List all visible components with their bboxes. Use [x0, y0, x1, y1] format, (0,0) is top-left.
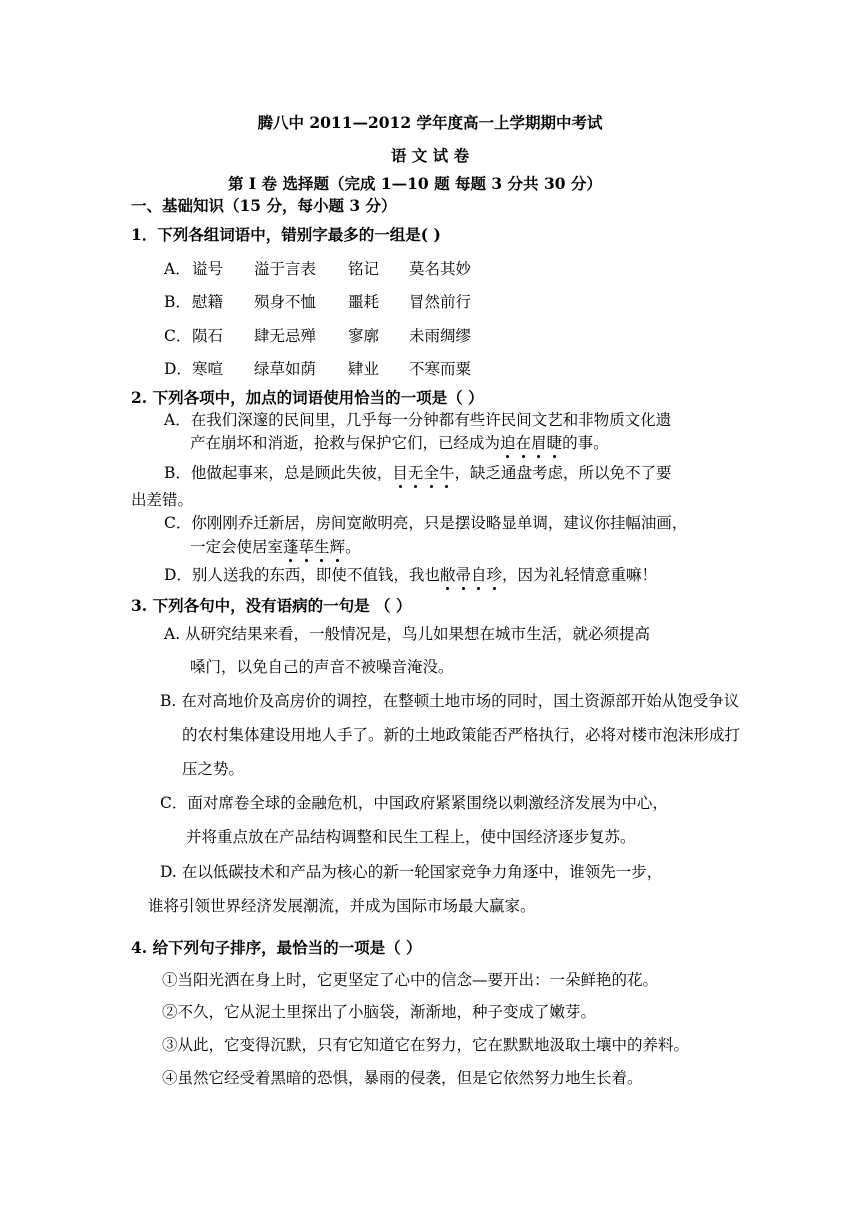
q4-sentence-4: ④虽然它经受着黑暗的恐惧，暴雨的侵袭，但是它依然努力地生长着。 — [162, 1069, 643, 1087]
question-2-stem: 2. 下列各项中，加点的词语使用恰当的一项是（ ） — [131, 388, 484, 407]
option-word: 肆无忌殚 — [254, 327, 317, 345]
option-word: 慰籍 — [192, 293, 224, 311]
option-label: B． — [164, 293, 191, 311]
q1-option-b — [164, 292, 471, 312]
q3-option-a-line2: 嗓门，以免自己的声音不被噪音淹没。 — [190, 658, 454, 676]
question-4-stem: 4. 给下列句子排序，最恰当的一项是（ ） — [131, 938, 422, 957]
text: D．别人送我的东西，即使不值钱，我也 — [164, 566, 440, 584]
option-word: 陨石 — [192, 327, 224, 345]
dotted-char: 牛 — [438, 464, 455, 482]
q3-option-b-line2: 的农村集体建设用地人手了。新的土地政策能否严格执行，必将对楼市泡沫形成打 — [182, 726, 741, 744]
option-word: 莫名其妙 — [409, 260, 472, 278]
option-word: 谥号 — [192, 260, 224, 278]
q4-sentence-1: ①当阳光洒在身上时，它更坚定了心中的信念—要开出：一朵鲜艳的花。 — [162, 971, 659, 989]
option-word: 肄业 — [348, 360, 380, 378]
option-word: 铭记 — [348, 260, 380, 278]
text: B．他做起事来，总是顾此失彼， — [164, 464, 393, 482]
dotted-char: 荜 — [298, 538, 315, 556]
question-1-stem: 1．下列各组词语中，错别字最多的一组是( ) — [131, 225, 441, 244]
dotted-char: 辉 — [329, 538, 346, 556]
q4-sentence-3: ③从此，它变得沉默，只有它知道它在努力，它在默默地汲取土壤中的养料。 — [162, 1036, 690, 1054]
q3-option-b-line1: B. 在对高地价及高房价的调控，在整顿土地市场的同时，国土资源部开始从饱受争议 — [160, 692, 740, 710]
section-heading: 第 I 卷 选择题（完成 1—10 题 每题 3 分共 30 分） — [228, 174, 602, 193]
q1-option-c — [164, 326, 471, 346]
text: ，因为礼轻情意重嘛！ — [502, 566, 658, 584]
q3-option-c-line1: C．面对席卷全球的金融危机，中国政府紧紧围绕以刺激经济发展为中心， — [160, 794, 668, 812]
q3-option-c-line2: 并将重点放在产品结构调整和民生工程上，使中国经济逐步复苏。 — [186, 828, 636, 846]
exam-subtitle: 语 文 试 卷 — [390, 146, 470, 165]
part-heading: 一、基础知识（15 分，每小题 3 分） — [131, 196, 397, 215]
option-word: 未雨绸缪 — [409, 327, 472, 345]
q2-option-c-line2 — [190, 537, 361, 557]
dotted-char: 全 — [423, 464, 439, 482]
q3-option-a-line1: A. 从研究结果来看，一般情况是，鸟儿如果想在城市生活，就必须提高 — [164, 625, 651, 643]
dotted-char: 帚 — [455, 566, 471, 584]
option-label: C． — [164, 327, 192, 345]
exam-title: 腾八中 2011—2012 学年度高一上学期期中考试 — [257, 113, 603, 132]
dotted-char: 敝 — [439, 566, 456, 584]
question-3-stem: 3. 下列各句中，没有语病的一句是 （ ） — [131, 596, 412, 615]
dotted-char: 珍 — [486, 566, 502, 584]
text: 。 — [345, 538, 361, 556]
dotted-char: 蓬 — [283, 538, 299, 556]
dotted-char: 目 — [392, 464, 408, 482]
text: 一定会使居室 — [190, 538, 284, 556]
q3-option-d-line2: 谁将引领世界经济发展潮流，并成为国际市场最大赢家。 — [148, 897, 536, 915]
q1-option-d — [164, 359, 471, 379]
q3-option-d-line1: D. 在以低碳技术和产品为核心的新一轮国家竞争力角逐中，谁领先一步， — [160, 863, 663, 881]
dotted-char: 自 — [470, 566, 487, 584]
q2-option-c-line1: C．你刚刚乔迁新居，房间宽敞明亮，只是摆设略显单调，建议你挂幅油画， — [164, 514, 688, 532]
option-word: 噩耗 — [348, 293, 380, 311]
option-word: 殒身不恤 — [254, 293, 317, 311]
q2-option-a-line2 — [190, 433, 609, 453]
option-word: 溢于言表 — [254, 260, 317, 278]
dotted-char: 生 — [314, 538, 330, 556]
dotted-char: 迫 — [500, 434, 516, 452]
q2-option-a-line1: A．在我们深邃的民间里，几乎每一分钟都有些许民间文艺和非物质文化遗 — [164, 411, 672, 429]
dotted-char: 睫 — [546, 434, 563, 452]
option-word: 不寒而粟 — [409, 360, 472, 378]
q1-option-a — [164, 259, 471, 279]
text: 产在崩坏和消逝，抢救与保护它们，已经成为 — [190, 434, 501, 452]
dotted-char: 无 — [407, 464, 424, 482]
option-word: 寥廓 — [348, 327, 380, 345]
option-label: A． — [164, 260, 191, 278]
text: ，缺乏通盘考虑，所以免不了要 — [454, 464, 672, 482]
q2-option-d — [164, 565, 657, 585]
option-label: D． — [164, 360, 192, 378]
dotted-char: 眉 — [531, 434, 547, 452]
q4-sentence-2: ②不久，它从泥土里探出了小脑袋，渐渐地，种子变成了嫩芽。 — [162, 1003, 597, 1021]
option-word: 寒喧 — [192, 360, 224, 378]
option-word: 冒然前行 — [409, 293, 472, 311]
q2-option-b-line1 — [164, 463, 671, 483]
q2-option-b-line2: 出差错。 — [131, 491, 194, 509]
option-word: 绿草如荫 — [254, 360, 317, 378]
dotted-char: 在 — [515, 434, 532, 452]
text: 的事。 — [562, 434, 609, 452]
q3-option-b-line3: 压之势。 — [182, 760, 245, 778]
